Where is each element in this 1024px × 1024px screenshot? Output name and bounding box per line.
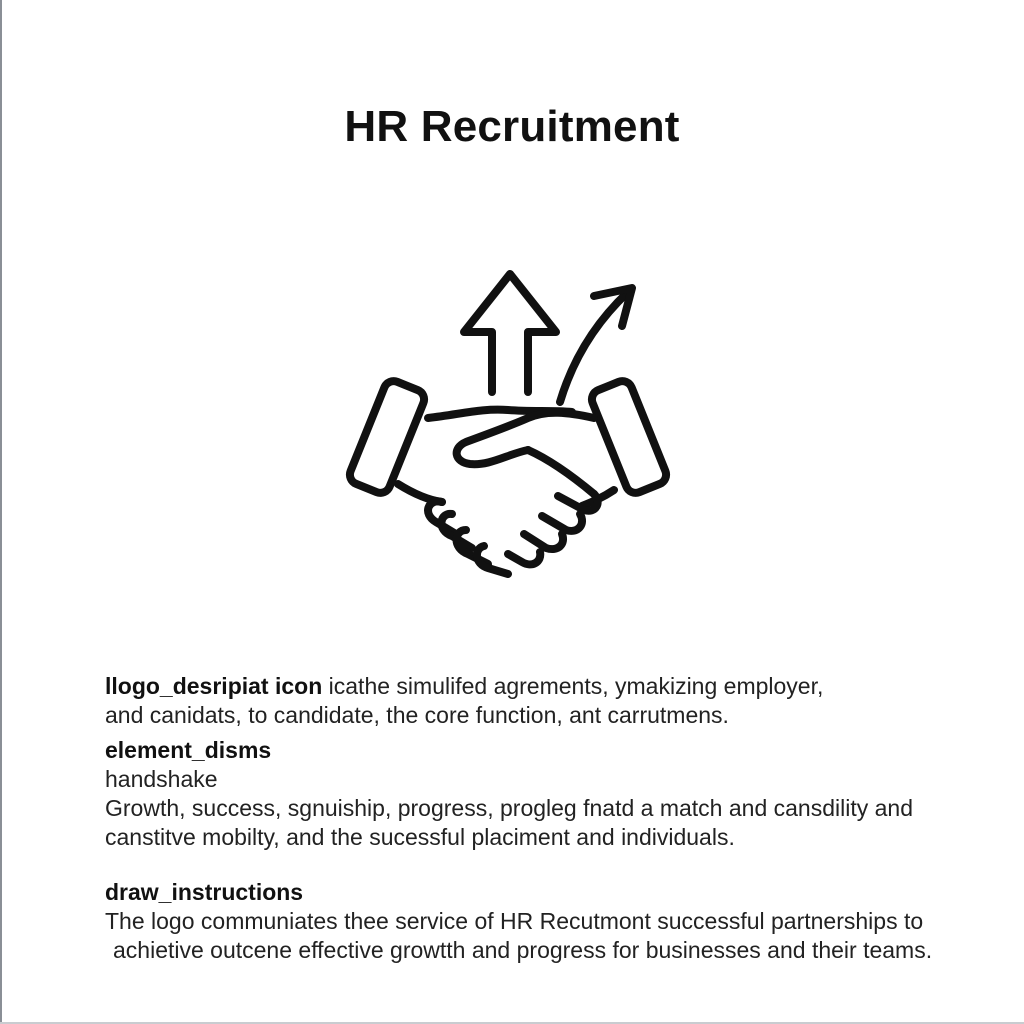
element-dims-line-2: Growth, success, sgnuiship, progress, progleg fnatd a match and cansdility and [105, 795, 913, 821]
element-dims-label: element_disms [105, 737, 272, 763]
up-arrow-icon [464, 274, 556, 392]
page-title: HR Recruitment [344, 102, 680, 151]
element-dims-item-1: handshake [105, 766, 218, 792]
right-hand-icon [457, 413, 594, 464]
handshake-growth-arrows-icon [332, 262, 692, 592]
draw-instructions-line-2: achietive outcene effective growtth and progress for businesses and their teams. [113, 937, 933, 963]
logo-description-text-1: icathe simulifed agrements, ymakizing employer, [322, 673, 824, 699]
frame-edge-left [0, 0, 2, 1024]
logo [332, 262, 692, 592]
right-cuff-icon [589, 378, 669, 496]
draw-instructions-line-1: The logo communiates thee service of HR Recutmont successful partnerships to [105, 908, 924, 934]
element-dims-line-3: canstitve mobilty, and the sucessful placiment and individuals. [105, 824, 735, 850]
left-cuff-icon [347, 378, 427, 496]
logo-description-line-2: and canidats, to candidate, the core function, ant carrutmens. [105, 702, 729, 728]
description-block [105, 672, 985, 965]
draw-instructions-label: draw_instructions [105, 879, 304, 905]
logo-description-line-1 [105, 672, 985, 701]
logo-description-label: llogo_desripiat icon [105, 673, 323, 699]
